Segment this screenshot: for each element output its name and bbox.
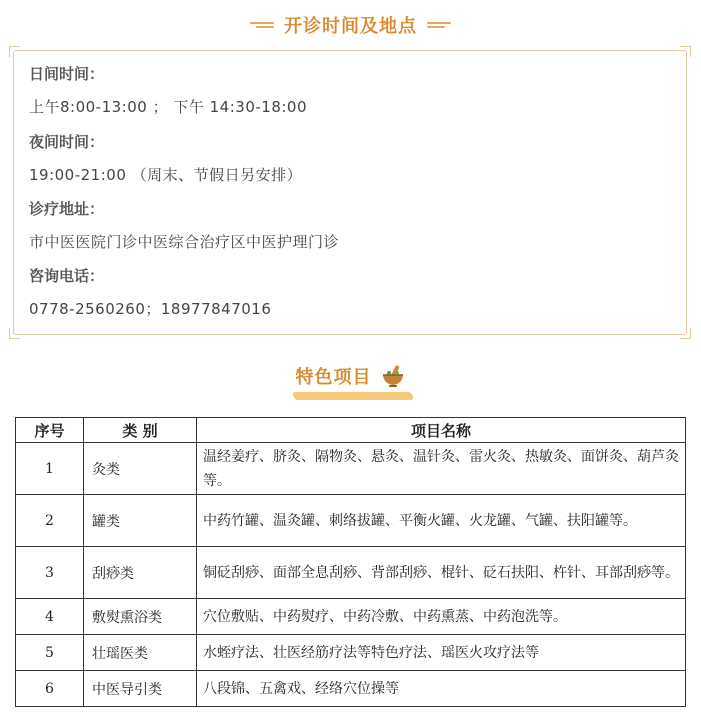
table-row [16,547,686,599]
table-header-row [16,418,686,443]
row-category: 罐类 [84,495,197,547]
table-row [16,495,686,547]
row-items: 八段锦、五禽戏、经络穴位操等 [197,671,686,707]
row-items: 穴位敷贴、中药熨疗、中药冷敷、中药熏蒸、中药泡洗等。 [197,599,686,635]
table-row [16,443,686,495]
info-label: 夜间时间： [29,133,105,151]
row-items: 中药竹罐、温灸罐、刺络拔罐、平衡火罐、火龙罐、气罐、扶阳罐等。 [197,495,686,547]
row-category: 刮痧类 [84,547,197,599]
row-items: 水蛭疗法、壮医经筋疗法等特色疗法、瑶医火攻疗法等 [197,635,686,671]
left-ornament-icon [250,20,274,30]
header-category: 类 别 [84,418,197,443]
header-no: 序号 [16,418,84,443]
row-no: 4 [16,599,84,635]
row-no: 1 [16,443,84,495]
row-category: 敷熨熏浴类 [84,599,197,635]
row-no: 3 [16,547,84,599]
info-label: 日间时间： [29,65,105,83]
row-no: 5 [16,635,84,671]
info-value: 19:00-21:00 （周末、节假日另安排） [29,166,303,184]
mortar-pestle-icon [380,363,406,389]
table-row [16,599,686,635]
clinic-info-box [13,50,687,335]
info-value: 市中医医院门诊中医综合治疗区中医护理门诊 [29,233,340,251]
row-category: 灸类 [84,443,197,495]
features-table [15,417,686,707]
info-value: 0778-2560260；18977847016 [29,300,272,318]
table-row [16,635,686,671]
row-no: 6 [16,671,84,707]
row-no: 2 [16,495,84,547]
row-category: 中医导引类 [84,671,197,707]
table-row [16,671,686,707]
section-title-hours: 开诊时间及地点 [284,16,417,37]
row-items: 铜砭刮痧、面部全息刮痧、背部刮痧、棍针、砭石扶阳、杵针、耳部刮痧等。 [197,547,686,599]
info-value: 上午8:00-13:00 ； 下午 14:30-18:00 [29,98,307,116]
section-header-features [0,360,701,392]
section-title-features: 特色项目 [295,367,372,388]
row-category: 壮瑶医类 [84,635,197,671]
info-label: 诊疗地址： [29,200,105,218]
header-items: 项目名称 [197,418,686,443]
title-brush-stroke [293,392,413,400]
section-header-hours [0,10,701,40]
right-ornament-icon [427,20,451,30]
row-items: 温经姜疗、脐灸、隔物灸、悬灸、温针灸、雷火灸、热敏灸、面饼灸、葫芦灸等。 [197,443,686,495]
info-label: 咨询电话： [29,267,105,285]
